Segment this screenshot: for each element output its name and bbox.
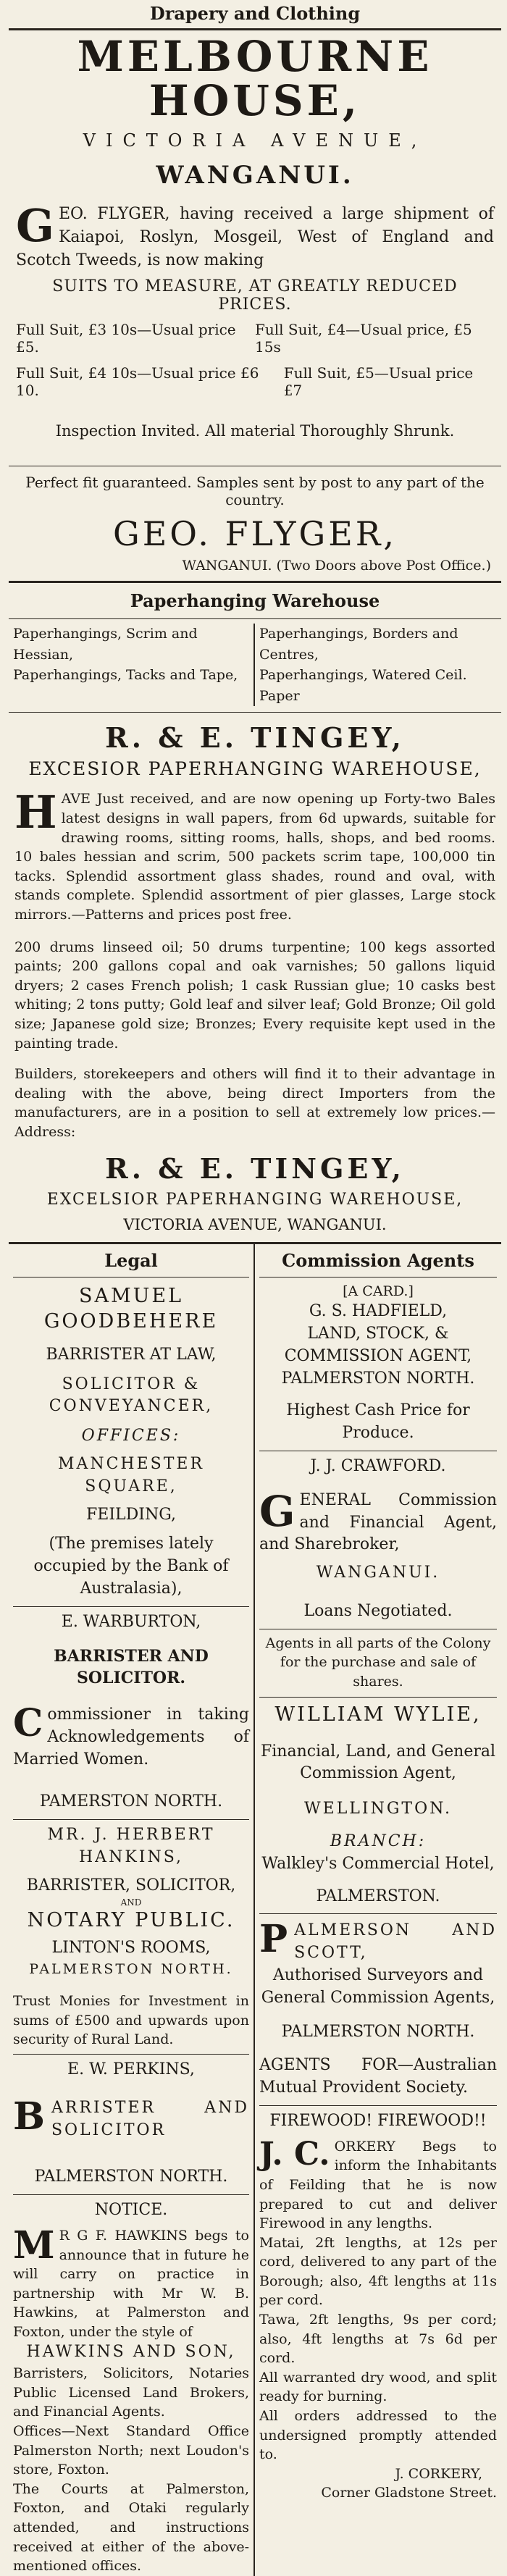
classifieds xyxy=(9,1244,501,2576)
firewood-text3: Tawa, 2ft lengths, 9s per cord; also, 4ft lengths at 7s 6d per cord. xyxy=(259,2312,497,2367)
tingey-para-3: Builders, storekeepers and others will find it to their advantage in dealing with the above, being direct Importers from the manufacturers, are in a position to sell at extremely low prices.—Address: xyxy=(14,1066,495,1140)
hankins-office: LINTON'S ROOMS, xyxy=(51,1938,211,1957)
palmerson-place: PALMERSTON NORTH. xyxy=(281,2022,475,2041)
paper-list xyxy=(9,624,501,706)
wylie-place: WELLINGTON. xyxy=(304,1800,452,1818)
tingey-sub-2: EXCELSIOR PAPERHANGING WAREHOUSE, xyxy=(46,1190,464,1209)
divider xyxy=(9,712,501,713)
paper-item: Paperhangings, Borders and Centres, xyxy=(259,626,458,663)
perkins-title: BARRISTER AND SOLICITOR xyxy=(13,2094,249,2139)
palmerson-agents: AGENTS FOR—Australian Mutual Provident Society. xyxy=(259,2056,497,2097)
divider xyxy=(13,1606,249,1607)
legal-category: Legal xyxy=(104,1249,158,1271)
divider xyxy=(13,1819,249,1820)
wylie-name: WILLIAM WYLIE, xyxy=(275,1703,482,1727)
goodbehere-location2: FEILDING, xyxy=(86,1505,176,1524)
tingey-firm: R. & E. TINGEY, xyxy=(105,721,405,755)
wylie-desc: Financial, Land, and General Commission Agent, xyxy=(260,1742,496,1783)
divider xyxy=(13,2054,249,2055)
crawford-loans: Loans Negotiated. xyxy=(303,1601,453,1620)
drapery-category: Drapery and Clothing xyxy=(149,3,361,24)
price-row-2: Full Suit, £4 10s—Usual price £6 10. Full Suit, £5—Usual price £7 xyxy=(16,364,474,400)
goodbehere-name: SAMUEL GOODBEHERE xyxy=(43,1284,219,1333)
divider xyxy=(259,1913,497,1914)
perfect-fit-line: Perfect fit guaranteed. Samples sent by post to any part of the country. xyxy=(25,474,485,509)
palmerson-desc: Authorised Surveyors and General Commission Agents, xyxy=(261,1965,495,2007)
tingey-para-1: HAVE Just received, and are now opening up Forty-two Bales latest designs in wall papers, from 6d upwards, suitable for drawing rooms, sitting rooms, halls, shops, and bed rooms. 10 bales hessian and scrim, 500 packets scrim tape, 100,000 tin tacks. Splendid assortment glass shades, round and oval, with stands complete. Splendid assortment of pier glasses, Large stock mirrors.—Patterns and prices post free. xyxy=(14,786,495,923)
hadfield-name: G. S. HADFIELD, xyxy=(309,1302,448,1321)
agents-column xyxy=(255,1244,501,2576)
crawford-name: J. J. CRAWFORD. xyxy=(310,1456,446,1475)
newspaper-page xyxy=(9,0,501,2575)
store-town: WANGANUI. xyxy=(156,160,354,190)
notice-text3: Offices—Next Standard Office Palmerston North; next Loudon's store, Foxton. xyxy=(13,2423,249,2478)
paper-item: Paperhangings, Scrim and Hessian, xyxy=(13,626,198,663)
goodbehere-title1: BARRISTER AT LAW, xyxy=(46,1345,217,1364)
divider xyxy=(259,2105,497,2106)
goodbehere-title2: SOLICITOR & CONVEYANCER, xyxy=(49,1375,214,1416)
price-row-1: Full Suit, £3 10s—Usual price £5. Full Suit, £4—Usual price, £5 15s xyxy=(16,321,472,356)
hankins-title2: NOTARY PUBLIC. xyxy=(27,1908,235,1931)
goodbehere-note: (The premises lately occupied by the Bank of Australasia), xyxy=(33,1535,229,1598)
perkins-name: E. W. PERKINS, xyxy=(67,2060,195,2078)
tingey-firm-2: R. & E. TINGEY, xyxy=(105,1151,405,1185)
crawford-note: Agents in all parts of the Colony for the purchase and sale of shares. xyxy=(265,1635,491,1690)
wylie-branch: BRANCH: xyxy=(330,1832,427,1850)
hankins-and: AND xyxy=(120,1897,142,1908)
tingey-sub: EXCESIOR PAPERHANGING WAREHOUSE, xyxy=(28,758,482,780)
hankins-title1: BARRISTER, SOLICITOR, xyxy=(26,1876,236,1895)
hadfield-title: LAND, STOCK, & COMMISSION AGENT, xyxy=(284,1324,472,1365)
goodbehere-location1: MANCHESTER SQUARE, xyxy=(57,1454,205,1495)
hankins-note: Trust Monies for Investment in sums of £500 and upwards upon security of Rural Land. xyxy=(13,1993,249,2048)
notice-text4: The Courts at Palmerston, Foxton, and Otaki regularly attended, and instructions received at either of the above-mentioned offices. xyxy=(13,2480,249,2575)
firewood-signature: J. CORKERY, xyxy=(395,2465,482,2482)
warburton-name: E. WARBURTON, xyxy=(61,1612,201,1631)
paper-item: Paperhangings, Watered Ceil. Paper xyxy=(259,667,467,704)
firewood-text5: All orders addressed to the undersigned promptly attended to. xyxy=(259,2408,497,2463)
paper-category: Paperhanging Warehouse xyxy=(130,590,380,612)
warburton-desc: Commissioner in taking Acknowledgements of Married Women. xyxy=(13,1701,249,1769)
notice-text1: M R G F. HAWKINS begs to announce that in future he will carry on practice in partnership with Mr W. B. Hawkins, at Palmerston and Foxton, under the style of xyxy=(13,2223,249,2340)
warburton-place: PAMERSTON NORTH. xyxy=(39,1792,223,1811)
hadfield-card: [A CARD.] xyxy=(343,1283,414,1299)
store-street: VICTORIA AVENUE, xyxy=(83,130,427,151)
firewood-text1: J. C. ORKERY Begs to inform the Inhabitants of Feilding that he is now prepared to cut and deliver Firewood in any lengths. xyxy=(259,2135,497,2232)
divider xyxy=(13,2194,249,2195)
notice-text2: Barristers, Solicitors, Notaries Public Licensed Land Brokers, and Financial Agents. xyxy=(13,2365,249,2420)
firewood-text2: Matai, 2ft lengths, at 12s per cord, delivered to any part of the Borough; also, 4ft lengths at 11s per cord. xyxy=(259,2234,497,2309)
firewood-text4: All warranted dry wood, and split ready for burning. xyxy=(259,2369,497,2405)
warburton-title: BARRISTER AND SOLICITOR. xyxy=(54,1646,209,1688)
firewood-heading: FIREWOOD! FIREWOOD!! xyxy=(269,2111,487,2130)
dropcap-p: P xyxy=(259,1917,290,1962)
perkins-place: PALMERSTON NORTH. xyxy=(34,2168,228,2186)
drapery-address: WANGANUI. (Two Doors above Post Office.) xyxy=(182,558,491,574)
divider xyxy=(9,618,501,619)
dropcap-m: M xyxy=(13,2223,55,2267)
dropcap-c: C xyxy=(13,1701,43,1746)
dropcap-h: H xyxy=(14,786,57,839)
drapery-intro: GEO. FLYGER, having received a large shipment of Kaiapoi, Roslyn, Mosgeil, West of England and Scotch Tweeds, is now making xyxy=(16,198,494,269)
tingey-address: VICTORIA AVENUE, WANGANUI. xyxy=(123,1215,387,1233)
wylie-hotel: Walkley's Commercial Hotel, xyxy=(261,1854,495,1873)
inspection-line: Inspection Invited. All material Thoroughly Shrunk. xyxy=(55,422,455,440)
store-name: MELBOURNE HOUSE, xyxy=(77,32,433,125)
suits-line: SUITS TO MEASURE, AT GREATLY REDUCED PRICES. xyxy=(52,277,458,314)
hankins-name: MR. J. HERBERT HANKINS, xyxy=(47,1826,215,1867)
dropcap-g2: G xyxy=(259,1486,296,1536)
hankins-place: PALMERSTON NORTH. xyxy=(29,1960,233,1977)
dropcap-g: G xyxy=(16,198,54,252)
divider xyxy=(259,1697,497,1698)
divider xyxy=(9,28,501,30)
legal-column xyxy=(9,1244,255,2576)
palmerson-name: PALMERSON AND SCOTT, xyxy=(259,1917,497,1963)
goodbehere-offices: OFFICES: xyxy=(81,1427,181,1446)
firewood-address: Corner Gladstone Street. xyxy=(321,2485,497,2501)
wylie-town: PALMERSTON. xyxy=(316,1887,440,1905)
drapery-signature: GEO. FLYGER, xyxy=(112,514,398,554)
hadfield-place: PALMERSTON NORTH. xyxy=(281,1369,475,1388)
notice-firm: HAWKINS AND SON, xyxy=(26,2343,236,2362)
paper-item: Paperhangings, Tacks and Tape, xyxy=(13,667,238,684)
tingey-para-2: 200 drums linseed oil; 50 drums turpentine; 100 kegs assorted paints; 200 gallons copal and oak varnishes; 50 gallons liquid dryers; 2 cases French polish; 1 cask Russian glue; 10 casks best whiting; 2 tons putty; Gold leaf and silver leaf; Gold Bronze; Oil gold size; Japanese gold size; Bronzes; Every requisite kept used in the painting trade. xyxy=(14,939,495,1052)
dropcap-jc: J. C. xyxy=(259,2135,330,2173)
dropcap-b: B xyxy=(13,2094,47,2139)
crawford-place: WANGANUI. xyxy=(316,1564,440,1582)
hadfield-note: Highest Cash Price for Produce. xyxy=(286,1401,470,1443)
notice-heading: NOTICE. xyxy=(94,2201,168,2220)
crawford-desc: GENERAL Commission and Financial Agent, and Sharebroker, xyxy=(259,1486,497,1554)
agents-category: Commission Agents xyxy=(282,1249,474,1271)
divider xyxy=(9,581,501,583)
